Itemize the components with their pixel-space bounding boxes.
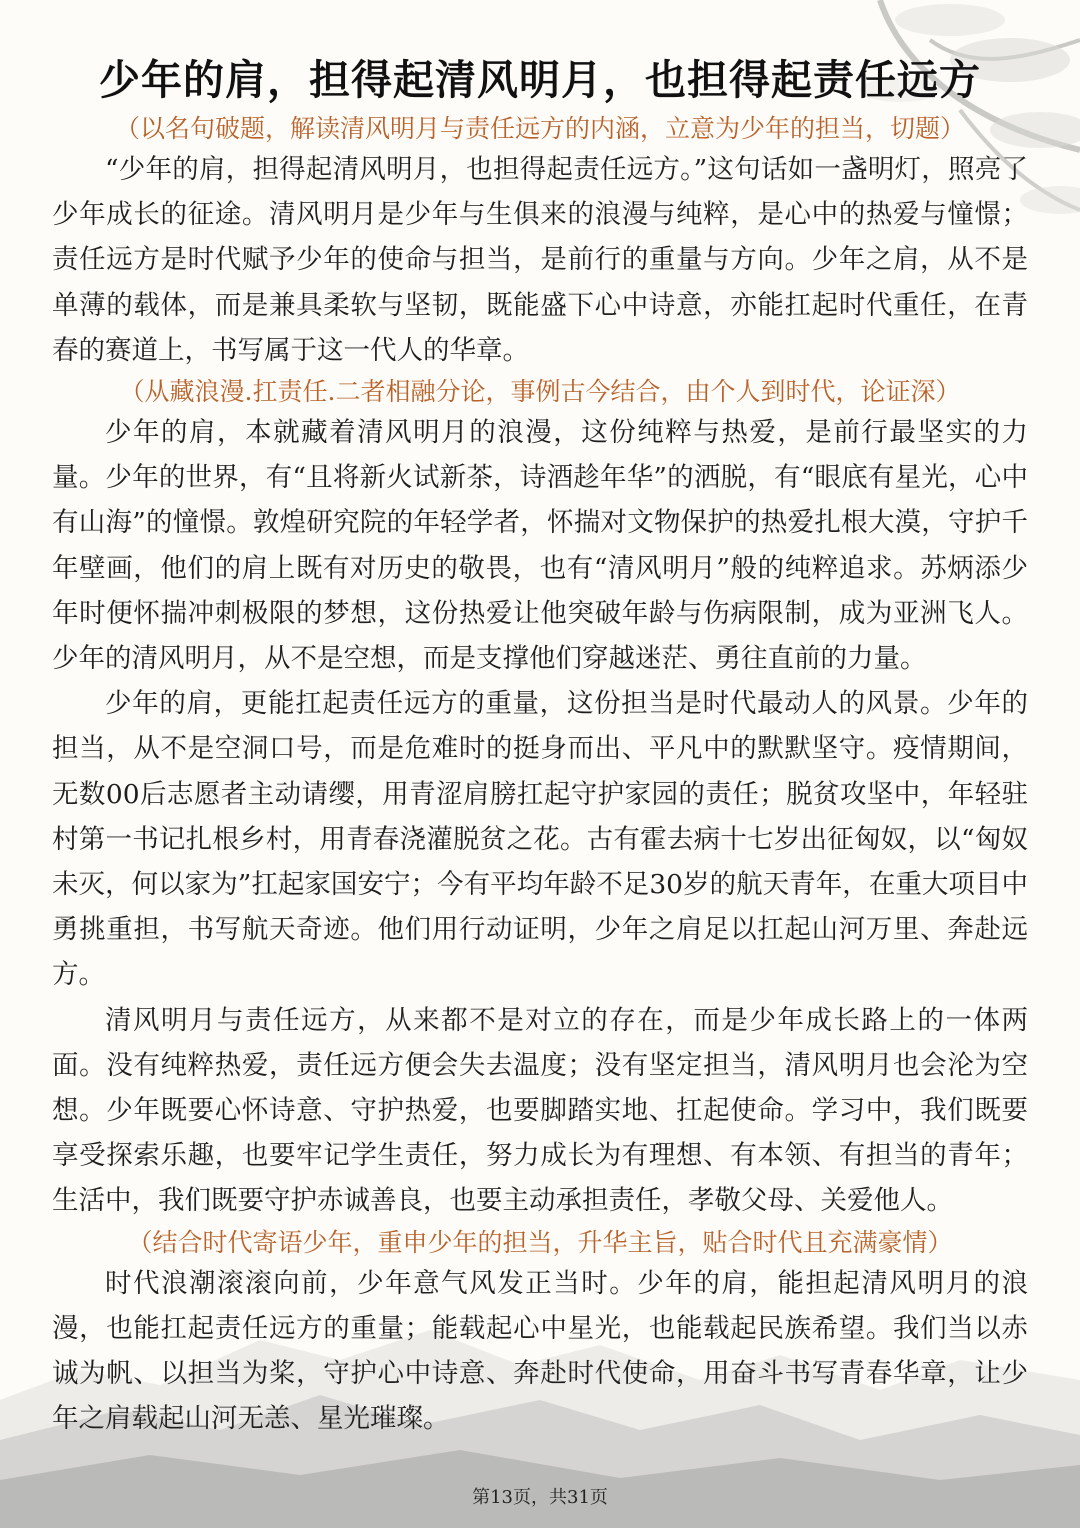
comment-note-2: （从藏浪漫.扛责任.二者相融分论，事例古今结合，由个人到时代，论证深） xyxy=(119,377,961,407)
essay-content xyxy=(52,52,1028,1441)
paragraph-5: 时代浪潮滚滚向前，少年意气风发正当时。少年的肩，能担起清风明月的浪漫，也能扛起责任远方的重量；能载起心中星光，也能载起民族希望。我们当以赤诚为帆、以担当为桨，守护心中诗意、奔赴时代使命，用奋斗书写青春华章，让少年之肩载起山河无恙、星光璀璨。 xyxy=(52,1267,1028,1435)
paragraph-1: “少年的肩，担得起清风明月，也担得起责任远方。”这句话如一盏明灯，照亮了少年成长的征途。清风明月是少年与生俱来的浪漫与纯粹，是心中的热爱与憧憬；责任远方是时代赋予少年的使命与担当，是前行的重量与方向。少年之肩，从不是单薄的载体，而是兼具柔软与坚韧，既能盛下心中诗意，亦能扛起时代重任，在青春的赛道上，书写属于这一代人的华章。 xyxy=(52,154,1028,366)
paragraph-3: 少年的肩，更能扛起责任远方的重量，这份担当是时代最动人的风景。少年的担当，从不是空洞口号，而是危难时的挺身而出、平凡中的默默坚守。疫情期间，无数00后志愿者主动请缨，用青涩肩膀扛起守护家园的责任；脱贫攻坚中，年轻驻村第一书记扎根乡村，用青春浇灌脱贫之花。古有霍去病十七岁出征匈奴，以“匈奴未灭，何以家为”扛起家国安宁；今有平均年龄不足30岁的航天青年，在重大项目中勇挑重担，书写航天奇迹。他们用行动证明，少年之肩足以扛起山河万里、奔赴远方。 xyxy=(52,688,1028,991)
comment-note-1: （以名句破题，解读清风明月与责任远方的内涵，立意为少年的担当，切题） xyxy=(114,114,965,143)
page-number: 第13页，共31页 xyxy=(472,1487,608,1508)
comment-note-3: （结合时代寄语少年，重申少年的担当，升华主旨，贴合时代且充满豪情） xyxy=(127,1227,953,1257)
essay-title: 少年的肩，担得起清风明月，也担得起责任远方 xyxy=(99,56,981,104)
paragraph-2: 少年的肩，本就藏着清风明月的浪漫，这份纯粹与热爱，是前行最坚实的力量。少年的世界，有“且将新火试新茶，诗酒趁年华”的洒脱，有“眼底有星光，心中有山海”的憧憬。敦煌研究院的年轻学者，怀揣对文物保护的热爱扎根大漠，守护千年壁画，他们的肩上既有对历史的敬畏，也有“清风明月”般的纯粹追求。苏炳添少年时便怀揣冲刺极限的梦想，这份热爱让他突破年龄与伤病限制，成为亚洲飞人。少年的清风明月，从不是空想，而是支撑他们穿越迷茫、勇往直前的力量。 xyxy=(52,417,1028,675)
paragraph-4: 清风明月与责任远方，从来都不是对立的存在，而是少年成长路上的一体两面。没有纯粹热爱，责任远方便会失去温度；没有坚定担当，清风明月也会沦为空想。少年既要心怀诗意、守护热爱，也要脚踏实地、扛起使命。学习中，我们既要享受探索乐趣，也要牢记学生责任，努力成长为有理想、有本领、有担当的青年；生活中，我们既要守护赤诚善良，也要主动承担责任，孝敬父母、关爱他人。 xyxy=(52,1004,1028,1217)
